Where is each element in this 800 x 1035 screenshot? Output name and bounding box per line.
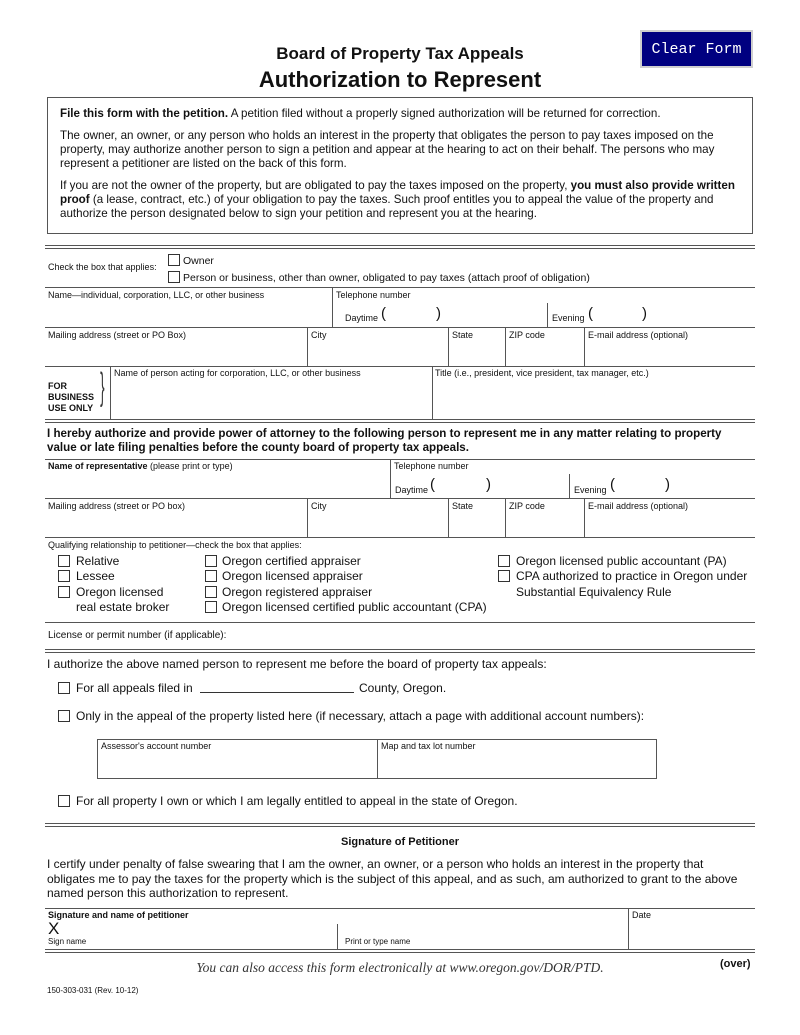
instructions-box [47, 97, 753, 234]
state-field[interactable]: State [452, 330, 474, 340]
map-tax-lot-field[interactable]: Map and tax lot number [381, 741, 476, 751]
county-input[interactable] [200, 692, 354, 693]
certification-text: I certify under penalty of false swearing that I am the owner, an owner, or a person who holds an interest in the property that obligates me to pay the taxes for the property which is the subject of this appeal, and as such, am authorized to grant to the above named person this authorization to represent. [47, 857, 738, 900]
rep-evening-phone-field[interactable]: Evening [574, 485, 607, 495]
pa-checkbox[interactable] [498, 555, 510, 567]
zip-field[interactable]: ZIP code [509, 330, 545, 340]
rep-city-field[interactable]: City [311, 501, 327, 511]
title-field[interactable]: Title (i.e., president, vice president, tax manager, etc.) [435, 368, 649, 378]
pa-label: Oregon licensed public accountant (PA) [516, 554, 727, 568]
licensed-appraiser-checkbox[interactable] [205, 570, 217, 582]
cpa-equivalency-checkbox[interactable] [498, 570, 510, 582]
instruction-text: (a lease, contract, etc.) of your obligation to pay the taxes. Such proof entitles you to appeal the value of the property and authorize the person designated below to sign your petition and represent you at the hearing. [60, 193, 714, 220]
all-property-label: For all property I own or which I am legally entitled to appeal in the state of Oregon. [76, 794, 518, 808]
cpa-equivalency-label: Substantial Equivalency Rule [516, 585, 672, 599]
brace-icon: } [100, 366, 105, 408]
email-field[interactable]: E-mail address (optional) [588, 330, 689, 340]
cpa-label: Oregon licensed certified public accountant (CPA) [222, 600, 487, 614]
sign-name-field[interactable]: Sign name [48, 937, 87, 946]
cpa-equivalency-label: CPA authorized to practice in Oregon under [516, 569, 748, 583]
instruction-text: A petition filed without a properly signed authorization will be returned for correction. [228, 107, 661, 120]
check-label: Check the box that applies: [48, 262, 157, 272]
date-field[interactable]: Date [632, 910, 652, 920]
rep-state-field[interactable]: State [452, 501, 474, 511]
registered-appraiser-checkbox[interactable] [205, 586, 217, 598]
paren: ( [588, 305, 593, 322]
instruction-text: If you are not the owner of the property, but are obligated to pay the taxes imposed on the property, [60, 179, 571, 192]
qualifying-label: Qualifying relationship to petitioner—check the box that applies: [48, 540, 302, 550]
daytime-phone-field[interactable]: Daytime [345, 313, 379, 323]
mailing-address-field[interactable]: Mailing address (street or PO Box) [48, 330, 187, 340]
evening-phone-field[interactable]: Evening [552, 313, 585, 323]
certified-appraiser-label: Oregon certified appraiser [222, 554, 361, 568]
footer-access-note: You can also access this form electronically at www.oregon.gov/DOR/PTD. [196, 960, 604, 975]
real-estate-broker-checkbox[interactable] [58, 586, 70, 598]
only-appeal-checkbox[interactable] [58, 710, 70, 722]
over-note: (over) [720, 958, 751, 970]
form-title: Authorization to Represent [258, 67, 542, 92]
instruction-bold: File this form with the petition. [60, 107, 229, 120]
divider [547, 303, 548, 327]
owner-checkbox[interactable] [168, 254, 180, 266]
clear-form-button[interactable]: Clear Form [640, 30, 753, 68]
business-only-label: FOR BUSINESS USE ONLY [48, 381, 95, 413]
rep-zip-field[interactable]: ZIP code [509, 501, 545, 511]
assessor-account-field[interactable]: Assessor's account number [101, 741, 212, 751]
paren: ( [381, 305, 386, 322]
instruction-text: The owner, an owner, or any person who holds an interest in the property that obligates the person to pay taxes imposed on the property, may authorize another person to sign a petition and appear at the hearing to act on their behalf. The persons who may represent a petitioner are listed on the back of this form. [60, 129, 715, 170]
broker-label: Oregon licensed [76, 585, 164, 599]
signature-label: Signature and name of petitioner [48, 910, 189, 920]
relative-checkbox[interactable] [58, 555, 70, 567]
license-number-field[interactable]: License or permit number (if applicable): [48, 630, 227, 641]
name-field[interactable]: Name—individual, corporation, LLC, or other business [48, 290, 265, 300]
divider [45, 287, 755, 288]
other-obligated-checkbox[interactable] [168, 271, 180, 283]
authorization-statement: I hereby authorize and provide power of attorney to the following person to represent me in any matter relating to property value or late filing penalties before the county board of property tax appeals. [47, 427, 722, 454]
telephone-label: Telephone number [336, 290, 411, 300]
only-appeal-label: Only in the appeal of the property listed here (if necessary, attach a page with additional account numbers): [76, 709, 645, 723]
instruction-bold: you must also provide written proof [60, 179, 735, 206]
form-number: 150-303-031 (Rev. 10-12) [47, 986, 139, 995]
person-acting-field[interactable]: Name of person acting for corporation, LLC, or other business [114, 368, 361, 378]
all-appeals-checkbox[interactable] [58, 682, 70, 694]
form-subtitle: Board of Property Tax Appeals [276, 44, 524, 63]
cpa-checkbox[interactable] [205, 601, 217, 613]
rep-daytime-phone-field[interactable]: Daytime [395, 485, 429, 495]
scope-intro: I authorize the above named person to represent me before the board of property tax appeals: [47, 657, 547, 671]
divider [45, 245, 755, 249]
relative-label: Relative [76, 554, 120, 568]
lessee-label: Lessee [76, 569, 115, 583]
county-label: County, Oregon. [359, 681, 447, 695]
paren: ) [642, 305, 647, 322]
all-property-checkbox[interactable] [58, 795, 70, 807]
divider [45, 327, 755, 328]
divider [332, 287, 333, 327]
print-name-field[interactable]: Print or type name [345, 937, 411, 946]
owner-label: Owner [183, 255, 214, 267]
signature-heading: Signature of Petitioner [341, 836, 459, 848]
rep-email-field[interactable]: E-mail address (optional) [588, 501, 689, 511]
sign-here-mark: X [48, 919, 60, 938]
broker-label: real estate broker [76, 600, 170, 614]
certified-appraiser-checkbox[interactable] [205, 555, 217, 567]
lessee-checkbox[interactable] [58, 570, 70, 582]
all-appeals-label: For all appeals filed in [76, 681, 193, 695]
paren: ) [436, 305, 441, 322]
registered-appraiser-label: Oregon registered appraiser [222, 585, 373, 599]
representative-name-field[interactable]: Name of representative (please print or type) [48, 461, 233, 471]
city-field[interactable]: City [311, 330, 327, 340]
other-obligated-label: Person or business, other than owner, obligated to pay taxes (attach proof of obligation) [183, 272, 590, 284]
rep-mailing-field[interactable]: Mailing address (street or PO box) [48, 501, 186, 511]
rep-telephone-label: Telephone number [394, 461, 469, 471]
licensed-appraiser-label: Oregon licensed appraiser [222, 569, 363, 583]
